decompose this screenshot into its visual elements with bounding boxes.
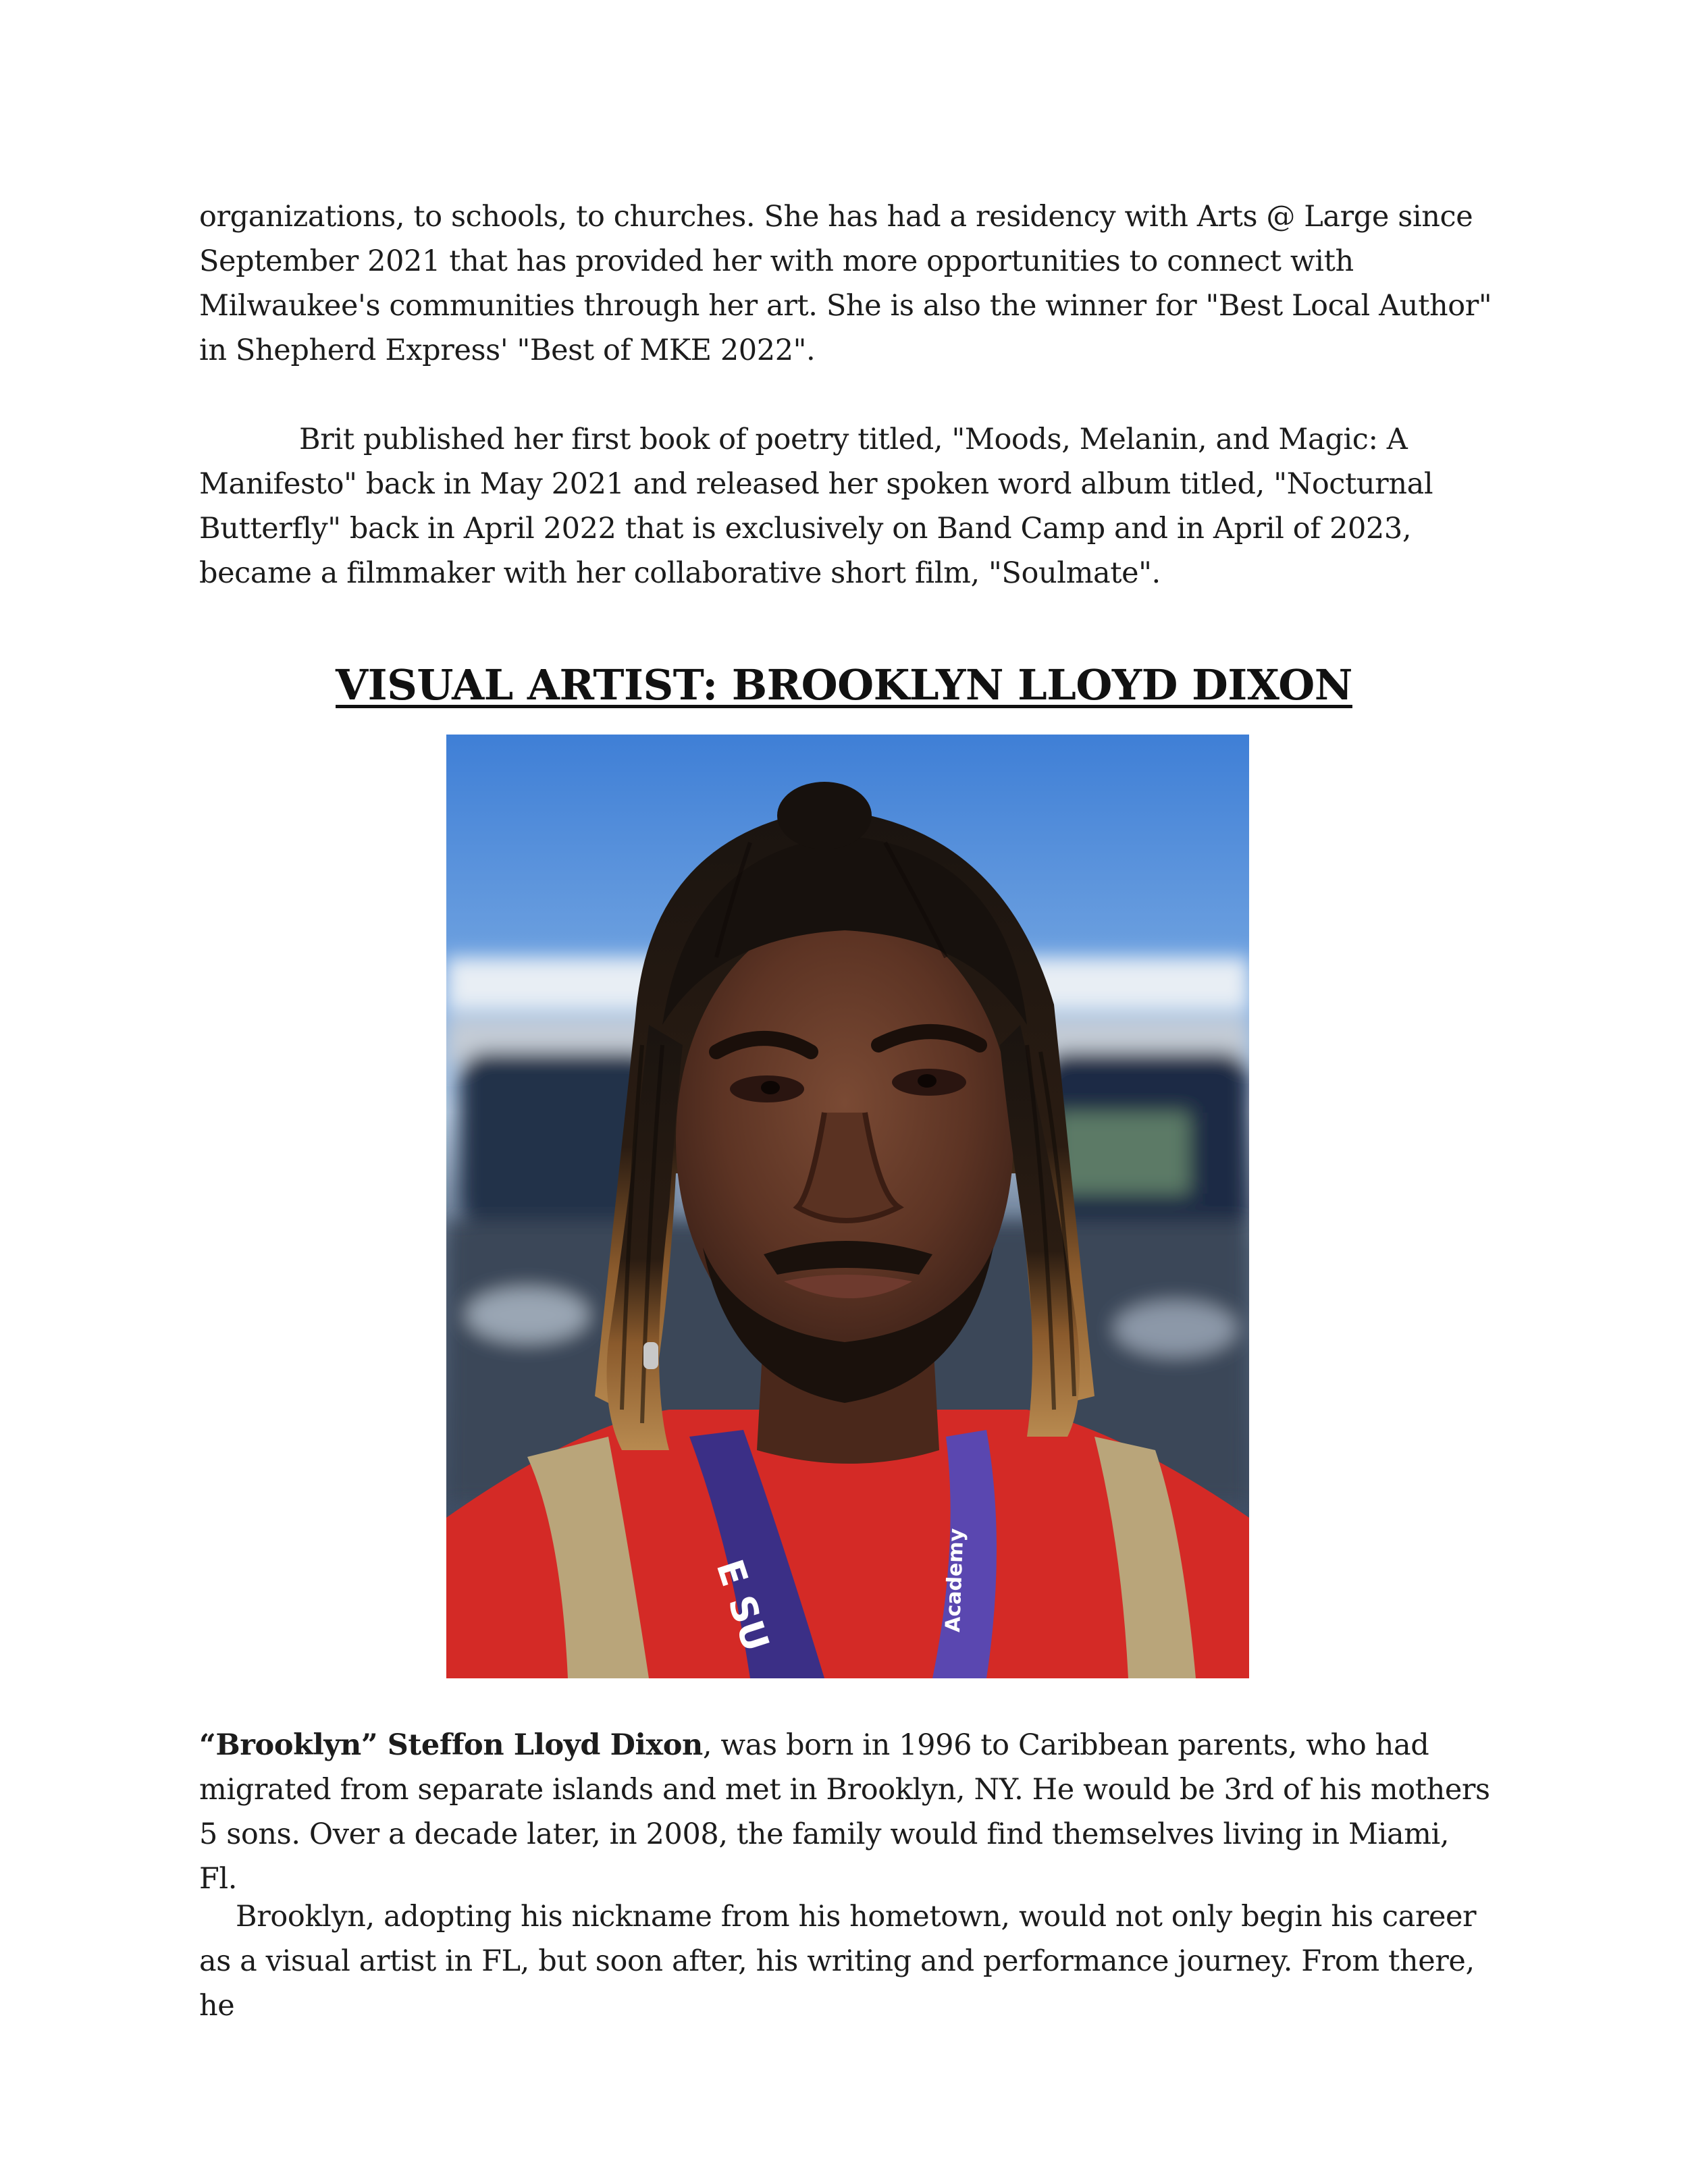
career-paragraph-text: Brooklyn, adopting his nickname from his hometown, would not only begin his career as a visual artist in FL, but soon after, his writing and performance journey. From there, he: [199, 1900, 1477, 2023]
section-heading: VISUAL ARTIST: BROOKLYN LLOYD DIXON: [336, 660, 1352, 710]
publications-paragraph-text: Brit published her first book of poetry titled, "Moods, Melanin, and Magic: A Manifesto" back in May 2021 and released her spoken word album titled, "Nocturnal Butterfly" back in April 2022 that is exclusively on Band Camp and in April of 2023, became a filmmaker with her collaborative short film, "Soulmate".: [199, 423, 1433, 590]
artist-portrait-photo: [446, 735, 1249, 1678]
bio-paragraph-continued-text: organizations, to schools, to churches. She has had a residency with Arts @ Large since September 2021 that has provided her with more opportunities to connect with Milwaukee's communities through her art. She is also the winner for "Best Local Author" in Shepherd Express' "Best of MKE 2022".: [199, 200, 1492, 367]
bio-intro-paragraph-text: , was born in 1996 to Caribbean parents, who had migrated from separate islands and met in Brooklyn, NY. He would be 3rd of his mothers 5 sons. Over a decade later, in 2008, the family would find themselves living in Miami, Fl.: [199, 1728, 1490, 1896]
lanyard-text-left: E SU: [708, 1554, 778, 1657]
publications-paragraph: [199, 417, 1496, 595]
artist-full-name: “Brooklyn” Steffon Lloyd Dixon: [199, 1728, 703, 1762]
bio-paragraph-continued: [199, 194, 1496, 373]
career-paragraph: [199, 1894, 1496, 2028]
lanyard-text-right: Academy: [941, 1528, 969, 1633]
bio-intro-paragraph: [199, 1723, 1496, 1901]
